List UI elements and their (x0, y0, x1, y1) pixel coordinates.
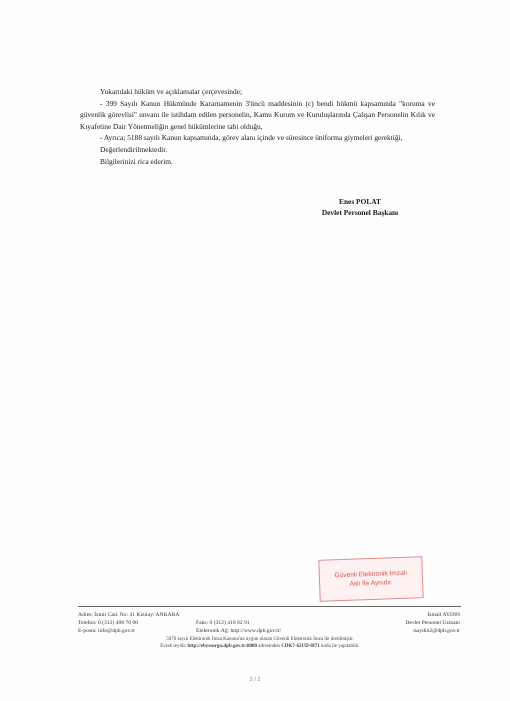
footer-email: E-posta: info@dpb.gov.tr (78, 628, 135, 634)
footer-fax: Faks: 0 (312) 418 82 91 (196, 620, 250, 626)
stamp-line-1: Güvenli Elektronik İmzalı (334, 569, 408, 580)
contact-title: Devlet Personel Uzmanı (405, 620, 460, 626)
body-paragraph-intro: Yukarıdaki hüküm ve açıklamalar çerçevesinde; (100, 87, 243, 96)
body-paragraph-399: - 399 Sayılı Kanun Hükmünde Kararnamenin 3'üncü maddesinin (c) bendi hükmü kapsamında "koruma ve güvenlik görevlisi" unvanı ile istihdam edilen personelin, Kamu Kurum ve Kuruluşlarında Çalışan Personelin Kılık ve Kıyafetine Dair Yönetmeliğin genel hükümlerine tabi olduğu, (80, 98, 435, 131)
signatory-name: Enes POLAT (339, 197, 381, 206)
page-number: 2 / 2 (249, 677, 261, 683)
footer-address: Adres: İzmir Cad. No: 41 Kızılay/ ANKARA (78, 612, 180, 618)
stamp-line-2: Aslı İle Aynıdır. (349, 579, 394, 588)
contact-name: İsmail AYDIN (427, 612, 460, 618)
footer-web: Elektronik Ağ: http://www.dpb.gov.tr/ (196, 628, 282, 634)
body-paragraph-5188: - Ayrıca; 5188 sayılı Kanun kapsamında, görev alanı içinde ve süresince üniforma giymeleri gerektiği, (100, 133, 403, 143)
letter-body (80, 86, 435, 167)
footer-contact-info (78, 611, 318, 635)
body-paragraph-evaluation: Değerlendirilmektedir. (100, 144, 168, 154)
contact-email: isaydin2@dpb.gov.tr (413, 628, 460, 634)
footer-contact-person (360, 611, 460, 635)
footer-phone: Telefon: 0 (312) 408 70 00 (78, 620, 139, 626)
verification-line: Evrak teyidi: http://ebyssorgu.dpb.gov.tr:8080 adresinden CDK7-62UD-8I71 koda ile yapılabilir. (160, 644, 360, 650)
electronic-signature-stamp (318, 556, 423, 602)
verify-suffix: koda ile yapılabilir. (321, 644, 360, 650)
signatory-title: Devlet Personel Başkanı (321, 208, 399, 217)
footer-divider (78, 606, 461, 607)
body-paragraph-closing: Bilgilerinizi rica ederim. (100, 156, 173, 166)
verify-code: CDK7-62UD-8I71 (281, 644, 320, 650)
signature-block (300, 196, 420, 218)
verify-prefix: Evrak teyidi (160, 644, 185, 650)
verify-url: http://ebyssorgu.dpb.gov.tr:8080 (187, 644, 258, 650)
legal-notice: 5070 sayılı Elektronik İmza Kanunu'na uygun olarak Güvenli Elektronik İmza ile üretilmiştir. (166, 637, 354, 642)
footer-legal (90, 636, 430, 650)
verify-mid: adresinden (258, 644, 280, 650)
